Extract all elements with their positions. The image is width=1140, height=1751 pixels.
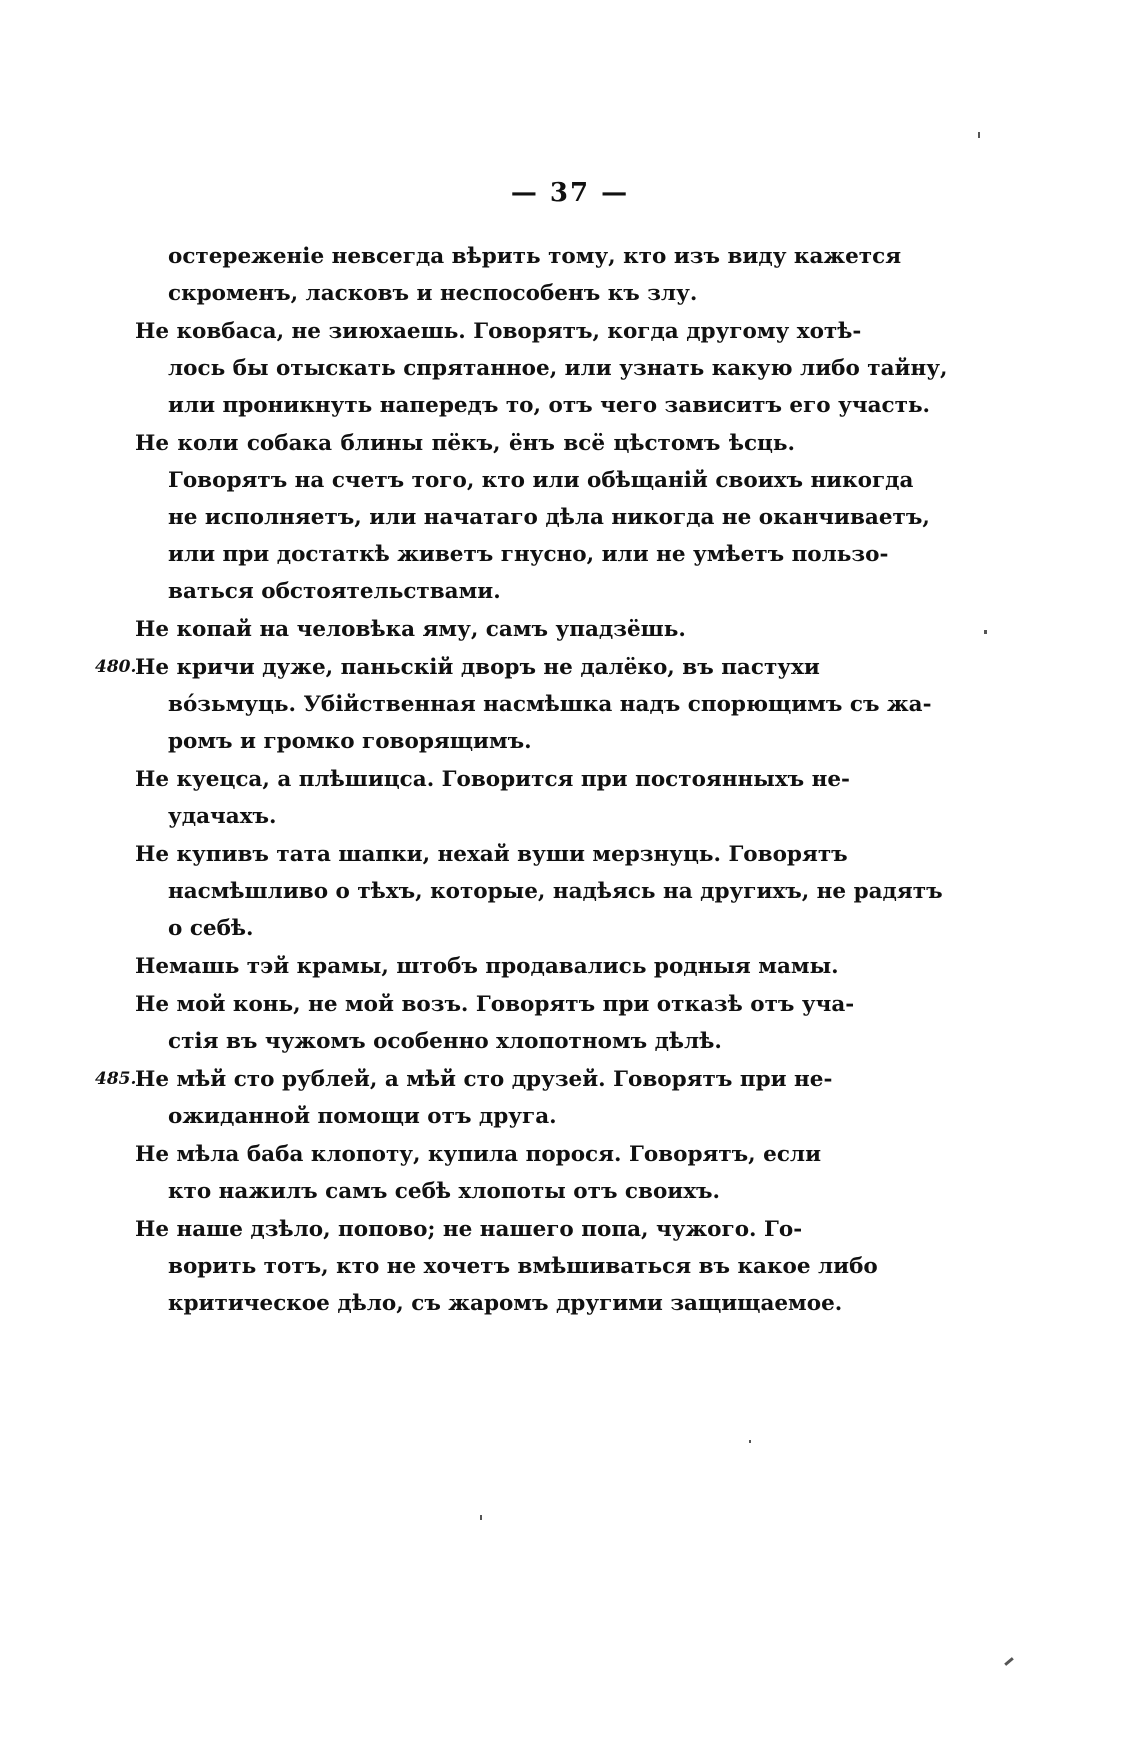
entry-line: ожиданной помощи отъ друга. [168,1104,557,1129]
proverb-entry [95,1061,833,1135]
entry-line [95,1061,833,1098]
proverb-entry [135,1136,822,1210]
scan-speck [978,132,980,138]
entry-line: насмѣшливо о тѣхъ, которые, надѣясь на другихъ, не радятъ [168,879,943,904]
entry-line: лось бы отыскать спрятанное, или узнать какую либо тайну, [168,356,948,381]
scan-speck [984,630,987,634]
proverb-entry [135,986,855,1060]
scan-speck [749,1440,751,1443]
entry-line: Не ковбаса, не зиюхаешь. Говорятъ, когда другому хотѣ- [135,319,862,344]
proverb-entry [135,611,795,648]
entry-line: Не купивъ тата шапки, нехай вуши мерзнуць. Говорятъ [135,842,848,867]
entry-line: во́зьмуць. Убійственная насмѣшка надъ спорющимъ съ жа- [168,692,932,717]
proverb-list [95,238,948,1323]
entry-line: Не мѣла баба клопоту, купила порося. Говорятъ, если [135,1142,822,1167]
entry-line: о себѣ. [168,916,254,941]
entry-line: Говорятъ на счетъ того, кто или обѣщаній своихъ никогда [168,468,914,493]
proverb-number: 480. [95,657,137,677]
entry-line: остереженіе невсегда вѣрить тому, кто изъ виду кажется [168,244,902,269]
proverb-entry [135,761,850,835]
entry-line: стія въ чужомъ особенно хлопотномъ дѣлѣ. [168,1029,722,1054]
page-number: — 37 — [510,178,630,208]
entry-line: или при достаткѣ живетъ гнусно, или не умѣетъ пользо- [168,542,889,567]
entry-line: ромъ и громко говорящимъ. [168,729,532,754]
scan-speck [480,1515,482,1520]
proverb-entry [95,649,932,760]
entry-line-text: Не кричи дуже, паньскій дворъ не далёко, въ пастухи [135,655,820,680]
entry-line: Не копай на человѣка яму, самъ упадзёшь. [135,617,686,642]
entry-line: Не куецса, а плѣшицса. Говорится при постоянныхъ не- [135,767,850,792]
proverb-entry [135,313,948,424]
proverb-entry [135,1211,878,1322]
entry-line: Не наше дзѣло, попово; не нашего попа, чужого. Го- [135,1217,803,1242]
scan-speck [1004,1657,1014,1666]
entry-line: скроменъ, ласковъ и неспособенъ къ злу. [168,281,698,306]
entry-line: кто нажилъ самъ себѣ хлопоты отъ своихъ. [168,1179,721,1204]
proverb-entry [135,948,839,985]
proverb-number: 485. [95,1069,137,1089]
entry-line: не исполняетъ, или начатаго дѣла никогда не оканчиваетъ, [168,505,930,530]
proverb-entry [135,238,902,312]
entry-line: удачахъ. [168,804,277,829]
entry-line: Не коли собака блины пёкъ, ёнъ всё цѣстомъ ѣсць. [135,431,795,456]
entry-line: Не мой конь, не мой возъ. Говорятъ при отказѣ отъ уча- [135,992,855,1017]
entry-line: или проникнуть напередъ то, отъ чего зависитъ его участь. [168,393,931,418]
proverb-entry [135,836,943,947]
entry-line: ворить тотъ, кто не хочетъ вмѣшиваться въ какое либо [168,1254,878,1279]
entry-line: ваться обстоятельствами. [168,579,501,604]
proverb-entry [135,425,930,610]
entry-line [95,649,820,686]
entry-line-text: Не мѣй сто рублей, а мѣй сто друзей. Говорятъ при не- [135,1067,833,1092]
entry-line: Немашь тэй крамы, штобъ продавались родныя мамы. [135,954,839,979]
entry-line: критическое дѣло, съ жаромъ другими защищаемое. [168,1291,843,1316]
